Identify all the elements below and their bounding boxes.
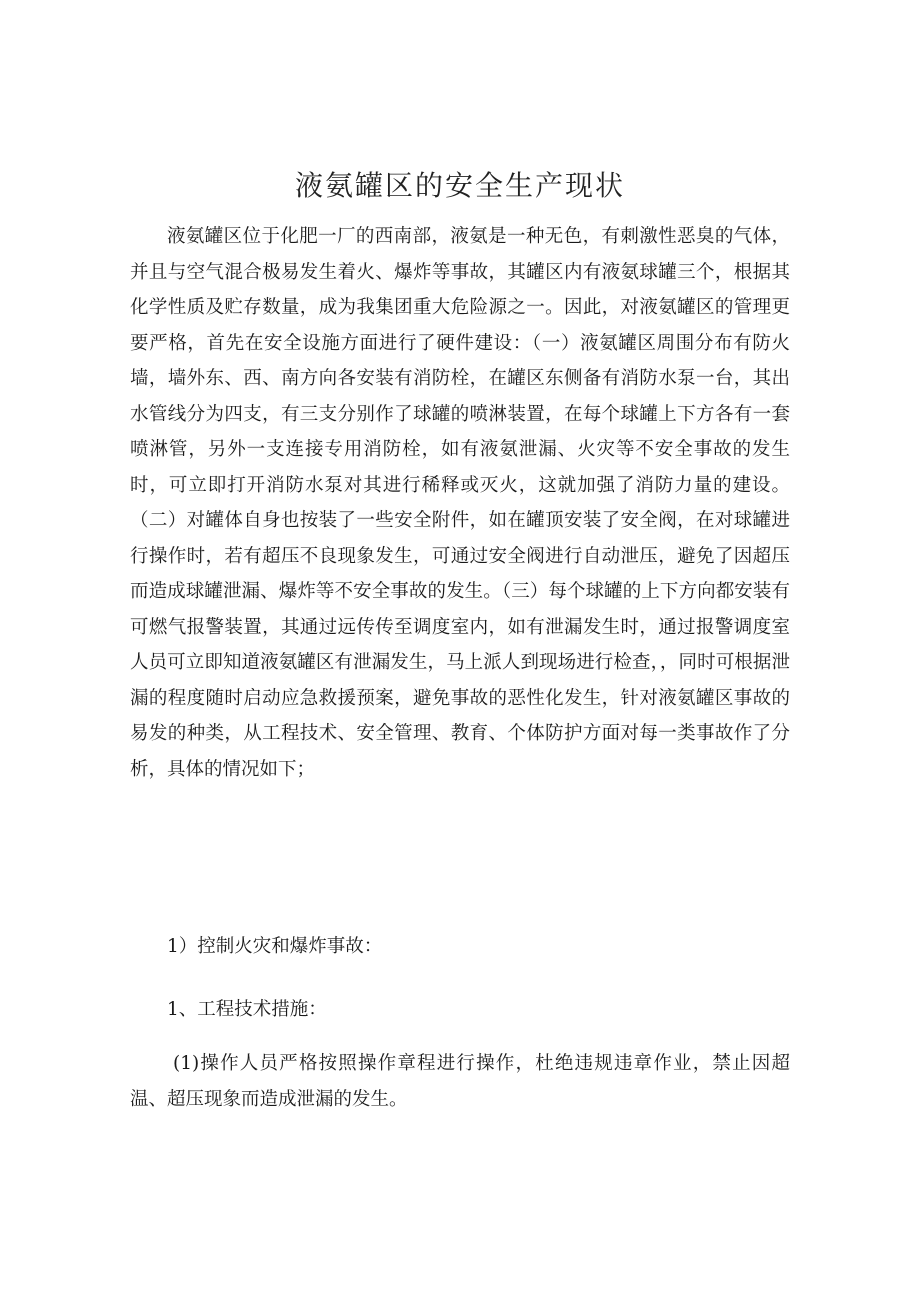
document-title: 液氨罐区的安全生产现状 <box>294 169 625 202</box>
subsection-heading-engineering: 1、工程技术措施： <box>167 999 327 1020</box>
list-item-1: (1)操作人员严格按照操作章程进行操作，杜绝违规违章作业，禁止因超温、超压现象而造成泄漏的发生。 <box>130 1053 790 1110</box>
section-heading-fire-explosion: 1）控制火灾和爆炸事故： <box>167 936 383 957</box>
intro-paragraph: 液氨罐区位于化肥一厂的西南部，液氨是一种无色，有刺激性恶臭的气体，并且与空气混合极易发生着火、爆炸等事故，其罐区内有液氨球罐三个，根据其化学性质及贮存数量，成为我集团重大危险源之一。因此，对液氨罐区的管理更要严格，首先在安全设施方面进行了硬件建设：（一）液氨罐区周围分布有防火墙，墙外东、西、南方向各安装有消防栓，在罐区东侧备有消防水泵一台，其出水管线分为四支，有三支分别作了球罐的喷淋装置，在每个球罐上下方各有一套喷淋管，另外一支连接专用消防栓，如有液氨泄漏、火灾等不安全事故的发生时，可立即打开消防水泵对其进行稀释或灭火，这就加强了消防力量的建设。（二）对罐体自身也按装了一些安全附件，如在罐顶安装了安全阀，在对球罐进行操作时，若有超压不良现象发生，可通过安全阀进行自动泄压，避免了因超压而造成球罐泄漏、爆炸等不安全事故的发生。（三）每个球罐的上下方向都安装有可燃气报警装置，其通过远传传至调度室内，如有泄漏发生时，通过报警调度室人员可立即知道液氨罐区有泄漏发生，马上派人到现场进行检查，，同时可根据泄漏的程度随时启动应急救援预案，避免事故的恶性化发生，针对液氨罐区事故的易发的种类，从工程技术、安全管理、教育、个体防护方面对每一类事故作了分析，具体的情况如下； <box>130 226 790 780</box>
